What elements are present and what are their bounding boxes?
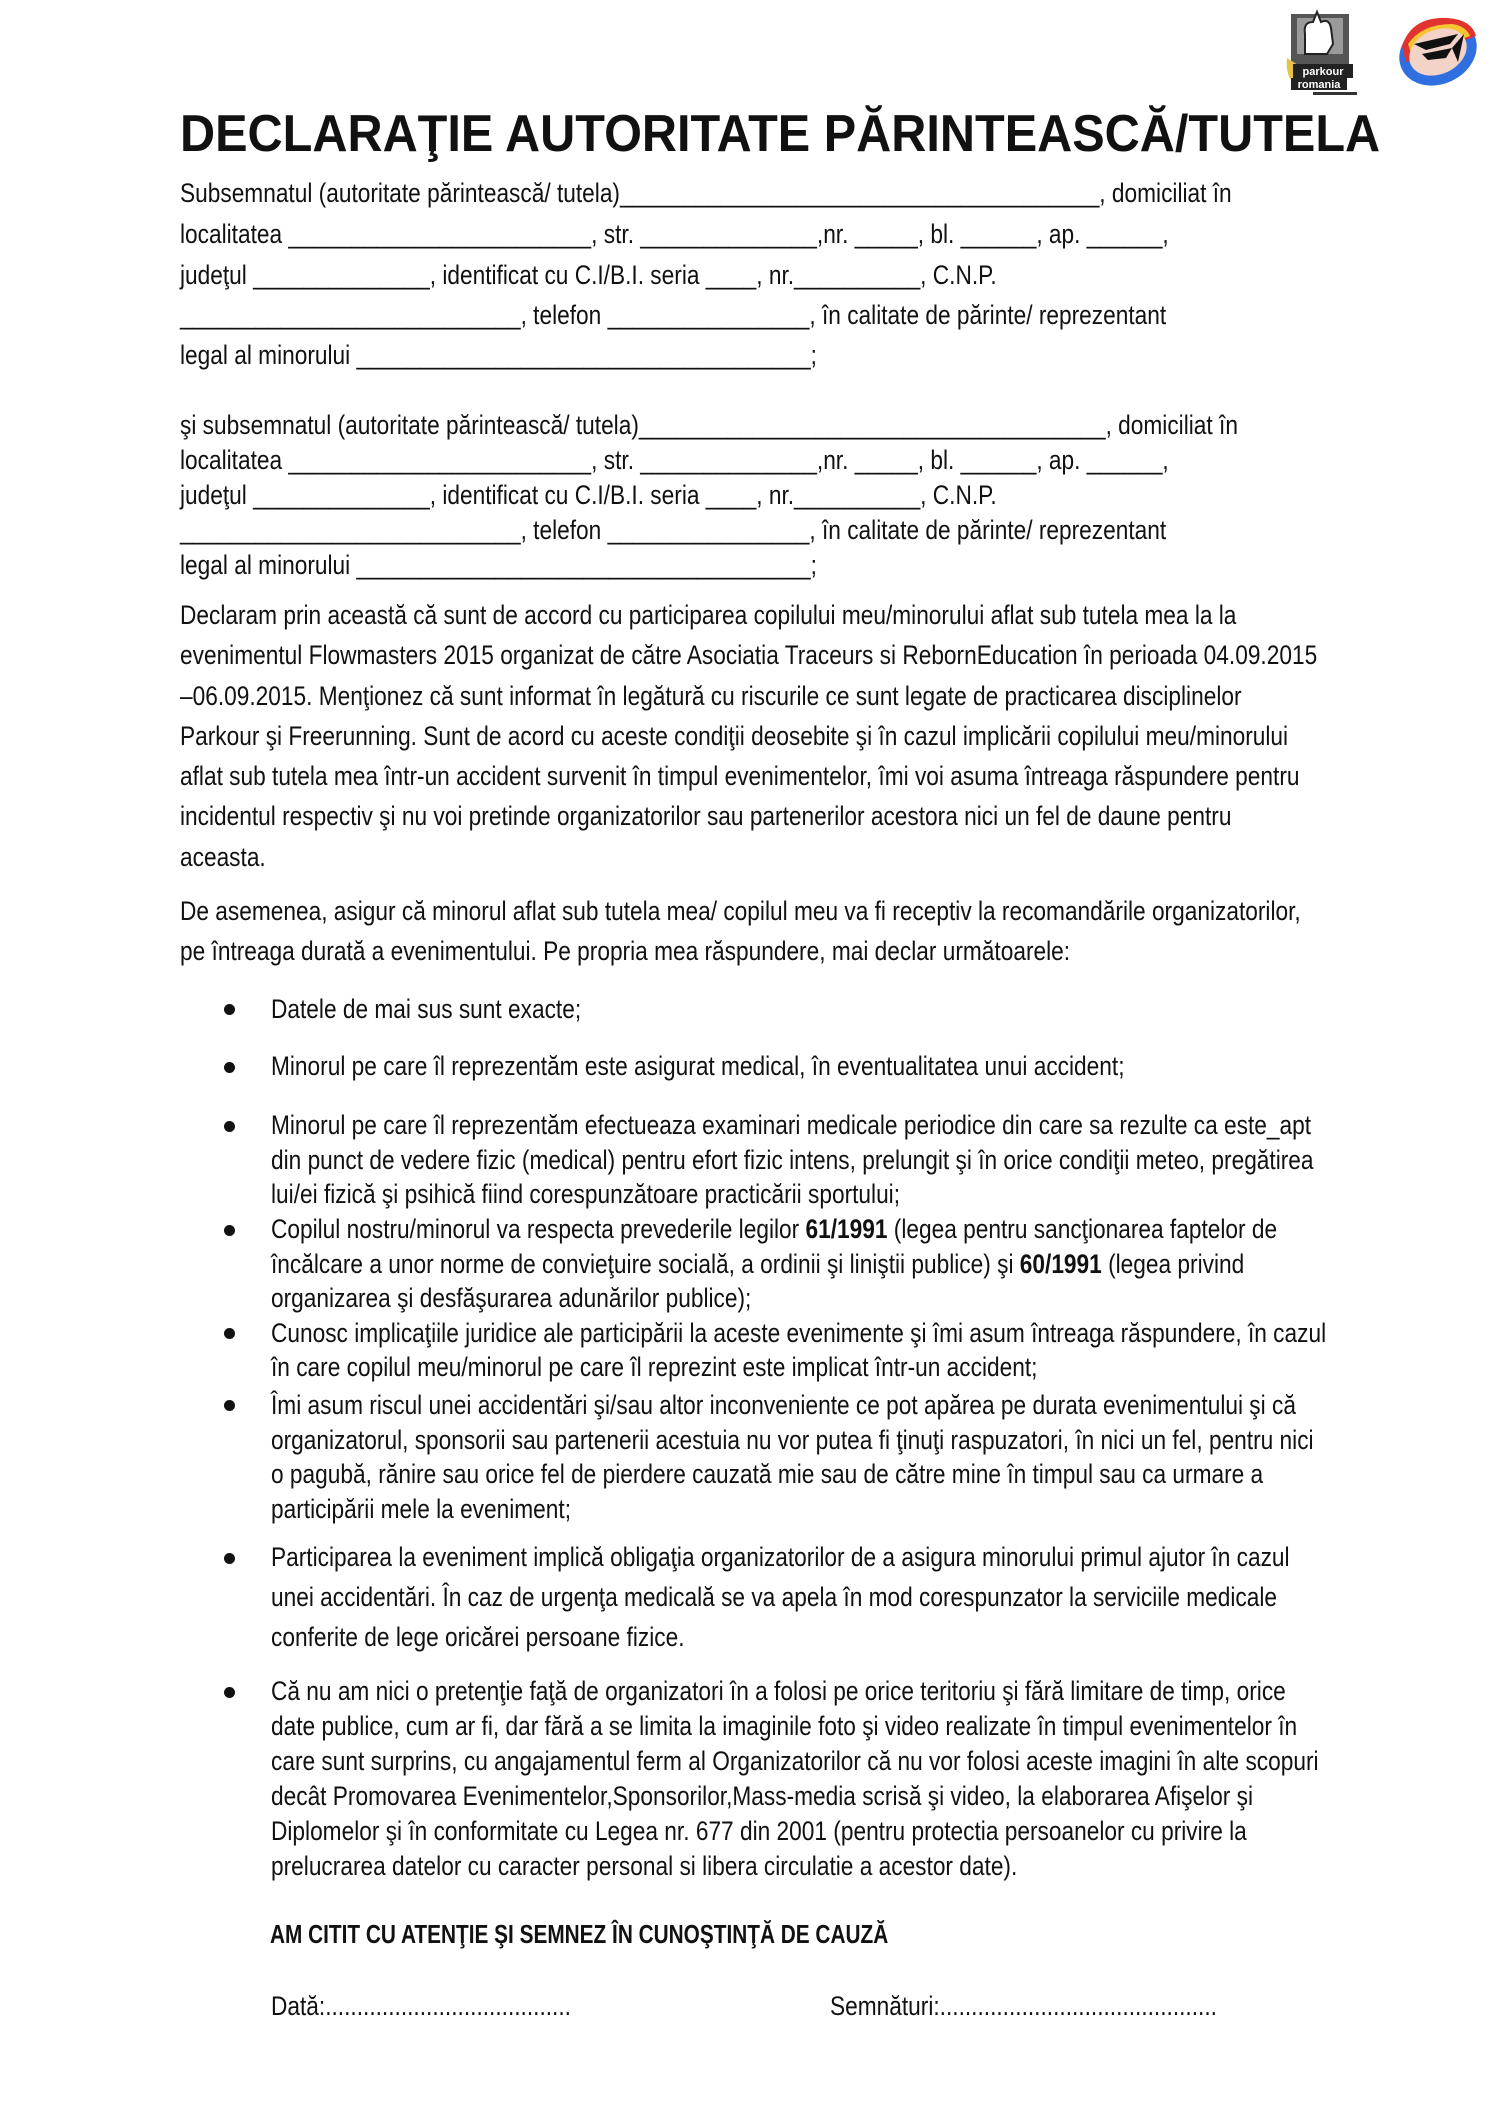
text: Copilul nostru/minorul va respecta prevederile legilor (271, 1214, 806, 1244)
list-item-line: Minorul pe care îl reprezentăm este asigurat medical, în eventualitatea unui accident; (271, 1051, 1125, 1081)
list-item-line: Îmi asum riscul unei accidentări şi/sau altor inconveniente ce pot apărea pe durata evenimentului şi că (271, 1390, 1296, 1420)
parent2-phone-line[interactable]: ___________________________, telefon ________________, în calitate de părinte/ reprezentant (180, 515, 1167, 545)
reborn-education-logo (1392, 10, 1482, 90)
bullet-icon (224, 1553, 235, 1564)
date-field[interactable]: Dată:....................................... (271, 1991, 571, 2021)
declaration-line: aceasta. (180, 842, 266, 872)
declaration-line: evenimentul Flowmasters 2015 organizat de către Asociatia Traceurs si RebornEducation în perioada 04.09.2015 (180, 640, 1318, 670)
list-item-line: conferite de lege oricărei persoane fizice. (271, 1622, 685, 1652)
bullet-icon (224, 1062, 235, 1073)
list-item-line: Diplomelor şi în conformitate cu Legea nr. 677 din 2001 (pentru protectia persoanelor cu privire la (271, 1816, 1247, 1846)
declaration-line: –06.09.2015. Menţionez că sunt informat în legătură cu riscurile ce sunt legate de practicarea disciplinelor (180, 681, 1242, 711)
closing-heading: AM CITIT CU ATENŢIE ŞI SEMNEZ ÎN CUNOŞTINŢĂ DE CAUZĂ (270, 1919, 889, 1949)
bullet-icon (224, 1225, 235, 1236)
list-item-line: Că nu am nici o pretenţie faţă de organizatori în a folosi pe orice teritoriu şi fără limitare de timp, orice (271, 1676, 1286, 1706)
declaration-line: incidentul respectiv şi nu voi pretinde organizatorilor sau partenerilor acestora nici un fel de daune pentru (180, 801, 1232, 831)
svg-text:romania: romania (1297, 79, 1341, 91)
signatures-field[interactable]: Semnături:............................................ (830, 1991, 1217, 2021)
parent1-name-line[interactable]: Subsemnatul (autoritate părintească/ tutela)______________________________________, domiciliat în (180, 178, 1232, 208)
list-item-line: Minorul pe care îl reprezentăm efectueaza examinari medicale periodice din care sa rezulte ca este_apt (271, 1110, 1312, 1140)
parent2-address-line[interactable]: localitatea ________________________, str. ______________,nr. _____, bl. ______, ap. ______, (180, 445, 1169, 475)
parent1-minor-line[interactable]: legal al minorului ____________________________________; (180, 340, 817, 370)
declaration-line: aflat sub tutela mea într-un accident survenit în timpul evenimentelor, îmi voi asuma întreaga răspundere pentru (180, 761, 1300, 791)
text: (legea privind (1101, 1249, 1245, 1279)
page-title: DECLARAŢIE AUTORITATE PĂRINTEASCĂ/TUTELA (180, 105, 1381, 163)
parkour-romania-logo-graphic (1283, 8, 1363, 98)
list-item-line (271, 1213, 1277, 1245)
law-number: 60/1991 (1019, 1249, 1102, 1279)
list-item-line: prelucrarea datelor cu caracter personal si libera circulatie a acestor date). (271, 1851, 1018, 1881)
law-number: 61/1991 (805, 1214, 888, 1244)
list-item-line: date publice, cum ar fi, dar fără a se limita la imaginile foto şi video realizate în timpul evenimentelor în (271, 1711, 1298, 1741)
list-item-line: Cunosc implicaţiile juridice ale participării la aceste evenimente şi îmi asum întreaga răspundere, în cazul (271, 1318, 1327, 1348)
list-item-line: organizarea şi desfăşurarea adunărilor publice); (271, 1283, 752, 1313)
bullet-icon (224, 1687, 235, 1698)
list-item-line: Datele de mai sus sunt exacte; (271, 994, 582, 1024)
list-item-line: care sunt surprins, cu angajamentul ferm al Organizatorilor că nu vor folosi aceste imagini în alte scopuri (271, 1746, 1319, 1776)
parent2-id-line[interactable]: judeţul ______________, identificat cu C.I/B.I. seria ____, nr.__________, C.N.P. (180, 480, 997, 510)
parkour-romania-logo (1283, 8, 1363, 98)
text: încălcare a unor norme de convieţuire socială, a ordinii şi liniştii publice) şi (271, 1249, 1020, 1279)
intro-line: De asemenea, asigur că minorul aflat sub tutela mea/ copilul meu va fi receptiv la recomandările organizatorilor, (180, 896, 1301, 926)
reborn-education-logo-graphic (1392, 10, 1482, 90)
parent1-phone-line[interactable]: ___________________________, telefon ________________, în calitate de părinte/ reprezentant (180, 300, 1167, 330)
parent1-address-line[interactable]: localitatea ________________________, str. ______________,nr. _____, bl. ______, ap. ______, (180, 219, 1169, 249)
bullet-icon (224, 1004, 235, 1015)
list-item-line: decât Promovarea Evenimentelor,Sponsorilor,Mass-media scrisă şi video, la elaborarea Afişelor şi (271, 1781, 1253, 1811)
list-item-line: Participarea la eveniment implică obligaţia organizatorilor de a asigura minorului primul ajutor în cazul (271, 1542, 1290, 1572)
parent2-minor-line[interactable]: legal al minorului ____________________________________; (180, 550, 817, 580)
bullet-icon (224, 1121, 235, 1132)
intro-line: pe întreaga durată a evenimentului. Pe propria mea răspundere, mai declar următoarele: (180, 936, 1071, 966)
list-item-line: participării mele la eveniment; (271, 1494, 572, 1524)
list-item-line: organizatorul, sponsorii sau partenerii acestuia nu vor putea fi ţinuţi raspuzatori, în nici un fel, pentru nici (271, 1425, 1314, 1455)
declaration-line: Declaram prin această că sunt de accord cu participarea copilului meu/minorului aflat sub tutela mea la la (180, 600, 1237, 630)
list-item-line: din punct de vedere fizic (medical) pentru efort fizic intens, prelungit şi în orice condiţii meteo, pregătirea (271, 1145, 1314, 1175)
list-item-line: lui/ei fizică şi psihică fiind corespunzătoare practicării sportului; (271, 1179, 901, 1209)
list-item-line (271, 1248, 1244, 1280)
list-item-line: unei accidentări. În caz de urgenţa medicală se va apela în mod corespunzator la serviciile medicale (271, 1582, 1278, 1612)
declaration-line: Parkour şi Freerunning. Sunt de acord cu aceste condiţii deosebite şi în cazul implicării copilului meu/minorului (180, 721, 1289, 751)
bullet-icon (224, 1328, 235, 1339)
parent1-id-line[interactable]: judeţul ______________, identificat cu C.I/B.I. seria ____, nr.__________, C.N.P. (180, 260, 997, 290)
bullet-icon (224, 1400, 235, 1411)
svg-text:parkour: parkour (1302, 66, 1344, 78)
parent2-name-line[interactable]: şi subsemnatul (autoritate părintească/ tutela)_____________________________________, domiciliat în (180, 410, 1238, 440)
list-item-line: în care copilul meu/minorul pe care îl reprezint este implicat într-un accident; (271, 1352, 1038, 1382)
text: (legea pentru sancţionarea faptelor de (887, 1214, 1278, 1244)
list-item-line: o pagubă, rănire sau orice fel de pierdere cauzată mie sau de către mine în timpul sau ca urmare a (271, 1459, 1264, 1489)
